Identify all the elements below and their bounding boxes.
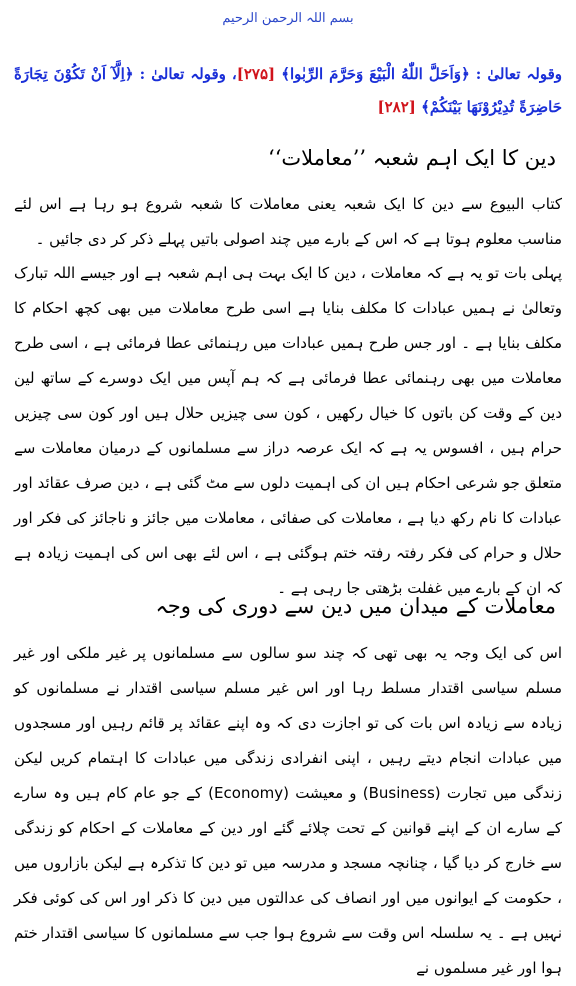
section-heading-reason: معاملات کے میدان میں دین سے دوری کی وجہ	[155, 594, 556, 618]
quranic-verses	[14, 58, 562, 124]
paragraph-reason: اس کی ایک وجہ یہ بھی تھی کہ چند سو سالوں سے مسلمانوں پر غیر ملکی اور غیر مسلم سیاسی اقتدار مسلط رہا اور اس غیر مسلم سیاسی اقتدار نے مسلمانوں کو زیادہ سے زیادہ اس بات کی تو اجازت دی کہ وہ اپنے عقائد پر قائم رہیں اور مسجدوں میں عبادات انجام دیتے رہیں ، اپنی انفرادی زندگی میں عبادات کا اہتمام کریں لیکن زندگی میں تجارت (Business) و معیشت (Economy) کے جو عام کام ہیں وہ سارے کے سارے ان کے اپنے قوانین کے تحت چلائے گئے اور دین کے معاملات کے احکام کو زندگی سے خارج کر دیا گیا ، چنانچہ مسجد و مدرسہ میں تو دین کا تذکرہ ہے لیکن بازاروں میں ، حکومت کے ایوانوں میں اور انصاف کی عدالتوں میں دین کا ذکر اور اس کی کوئی فکر نہیں ہے ۔ یہ سلسلہ اس وقت سے شروع ہوا جب سے مسلمانوں کا سیاسی اقتدار ختم ہوا اور غیر مسلموں نے	[14, 644, 562, 977]
verse-ref-2: [۲۸۲]	[377, 98, 416, 116]
verse-intro-2: ، وقولہ تعالیٰ :	[139, 65, 237, 83]
verse-ref-1: [۲۷۵]	[236, 65, 276, 83]
paragraph-intro: کتاب البیوع سے دین کا ایک شعبہ یعنی معاملات کا شعبہ شروع ہو رہا ہے اس لئے مناسب معلوم ہوتا ہے کہ اس کے بارے میں چند اصولی باتیں پہلے ذکر کر دی جائیں ۔	[14, 195, 562, 248]
verse-intro-1: وقولہ تعالیٰ :	[475, 65, 563, 83]
paragraph-importance: پہلی بات تو یہ ہے کہ معاملات ، دین کا ایک بہت ہی اہم شعبہ ہے اور جیسے اللہ تبارک وتعالیٰ نے ہمیں عبادات کا مکلف بنایا ہے اسی طرح معاملات میں بھی کچھ احکام کا مکلف بنایا ہے ۔ اور جس طرح ہمیں عبادات میں رہنمائی عطا فرمائی ہے ، اسی طرح معاملات میں بھی رہنمائی عطا فرمائی ہے کہ ہم آپس میں ایک دوسرے کے ساتھ لین دین کے وقت کن باتوں کا خیال رکھیں ، کون سی چیزیں حلال ہیں اور کون سی چیزیں حرام ہیں ، افسوس یہ ہے کہ ایک عرصہ دراز سے مسلمانوں کے درمیان معاملات سے متعلق جو شرعی احکام ہیں ان کی اہمیت دلوں سے مٹ گئی ہے ، دین صرف عقائد اور عبادات کا نام رکھ دیا ہے ، معاملات کی صفائی ، معاملات میں جائز و ناجائز کی فکر اور حلال و حرام کی فکر رفتہ رفتہ ختم ہوگئی ہے ، اس لئے بھی اس کی اہمیت زیادہ ہے کہ ان کے بارے میں غفلت بڑھتی جا رہی ہے ۔	[14, 264, 562, 597]
verse-quote-2: ﴿اِلَّآ اَنْ تَكُوْنَ تِجَارَةً حَاضِرَةً تُدِيْرُوْنَهَا بَيْنَكُمْ﴾	[14, 65, 562, 116]
section-heading-muamalat: دین کا ایک اہم شعبہ ’’معاملات‘‘	[268, 146, 556, 170]
verse-quote-1: ﴿وَاَحَلَّ اللّٰهُ الْبَيْعَ وَحَرَّمَ الرِّبٰوا﴾	[281, 65, 470, 83]
bismillah-calligraphy: بسم اللہ الرحمن الرحیم	[222, 11, 354, 26]
